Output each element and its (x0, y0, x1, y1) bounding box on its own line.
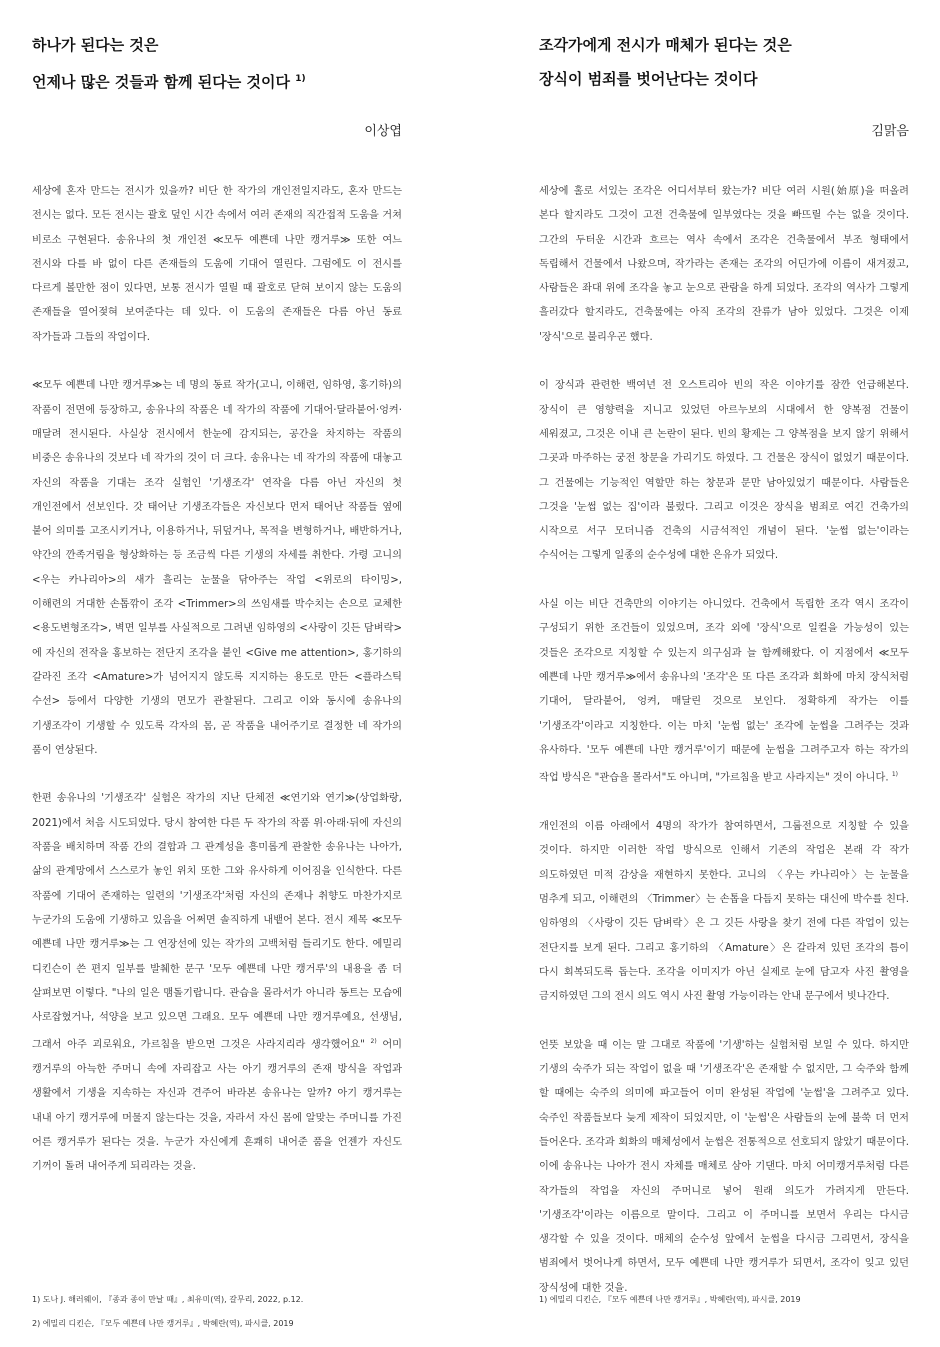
left-paragraph-3-text: 한편 송유나의 '기생조각' 실험은 작가의 지난 단체전 ≪연기와 연기≫(상업화랑, 2021)에서 처음 시도되었다. 당시 참여한 다른 두 작가의 작품 위·아래·뒤에 자신의 작품을 배치하며 작품 간의 결합과 그 관계성을 흥미롭게 관찰한 송유나는 나아가, 삶의 관계망에서 스스로가 놓인 위치 또한 그와 유사하게 이어짐을 인식한다. 다른 작품에 기대어 존재하는 일련의 '기생조각'처럼 자신의 존재나 취향도 마찬가지로 누군가의 도움에 기생하고 있음을 어쩌면 솔직하게 내뱉어 본다. 전시 제목 ≪모두 예쁜데 나만 캥거루≫는 그 연장선에 있는 작가의 고백처럼 들리기도 한다. 에밀리 디킨슨이 쓴 편지 일부를 발췌한 문구 '모두 예쁜데 나만 캥거루'의 내용을 좀 더 살펴보면 이렇다. "나의 일은 맴돌기랍니다. 관습을 몰라서가 아니라 동트는 모습에 사로잡혔거나, 석양을 보고 있으면 그래요. 모두 예쁜데 나만 캥거루예요, 선생님, 그래서 아주 괴로워요, 가르침을 받으면 그것은 사라지리라 생각했어요" (32, 793, 402, 1051)
left-title-line1: 하나가 된다는 것은 (32, 36, 159, 54)
left-author: 이상엽 (364, 124, 402, 139)
right-paragraph-3 (539, 593, 909, 791)
right-paragraph-3-text: 사실 이는 비단 건축만의 이야기는 아니었다. 건축에서 독립한 조각 역시 조각이 구성되기 위한 조건들이 있었으며, 조각 외에 '장식'으로 일컬을 가능성이 있는 것들은 조각으로 지칭할 수 있는지 의구심과 늘 함께해왔다. 이 지점에서 ≪모두 예쁜데 나만 캥거루≫에서 송유나의 '조각'은 또 다른 조각과 회화에 마치 장식처럼 기대어, 달라붙어, 엉켜, 매달린 것으로 보인다. 정확하게 작가는 이를 '기생조각'이라고 지칭한다. 이는 마치 '눈썹 없는' 조각에 눈썹을 그려주는 것과 유사하다. '모두 예쁜데 나만 캥거루'이기 때문에 눈썹을 그려주고자 하는 작가의 작업 방식은 "관습을 몰라서"도 아니며, "가르침을 받고 사라지는" 것이 아니다. (539, 599, 909, 784)
right-body (539, 180, 909, 1325)
right-paragraph-4: 개인전의 이름 아래에서 4명의 작가가 참여하면서, 그룹전으로 지칭할 수 있을 것이다. 하지만 이러한 작업 방식으로 인해서 기존의 작업은 본래 각 작가 의도하였던 미적 감상을 재현하지 못한다. 고니의 〈우는 카나리아〉는 눈물을 멈추게 되고, 이해련의 〈Trimmer〉는 손톱을 다듬지 못하는 대신에 박수를 친다. 임하영의 〈사랑이 깃든 담벼락〉은 그 깃든 사랑을 찾기 전에 다른 작업이 있는 전단지를 보게 된다. 그리고 홍기하의 〈Amature〉은 갈라져 있던 조각의 틈이 다시 회복되도록 돕는다. 조각을 이미지가 아닌 실제로 눈에 담고자 사진 촬영을 금지하였던 그의 전시 의도 역시 사진 촬영 가능이라는 안내 문구에서 빗나간다. (539, 821, 909, 1003)
left-paragraph-3-tail: 어미 캥거루의 아늑한 주머니 속에 자리잡고 사는 아기 캥거루의 존재 방식을 작업과 생활에서 기생을 지속하는 자신과 견주어 바라본 송유나는 알까? 아기 캥거루는 내내 아기 캥거루에 머물지 않는다는 것을, 자라서 자신 몸에 알맞는 주머니를 가진 어른 캥거루가 된다는 것을. 누군가 자신에게 흔쾌히 내어준 품을 언젠가 자신도 기꺼이 돌려 내어주게 되리라는 것을. (32, 1039, 403, 1173)
left-paragraph-3-footnote-ref: 2) (370, 1038, 377, 1046)
right-title-line1: 조각가에게 전시가 매체가 된다는 것은 (539, 36, 792, 54)
right-title-line2: 장식이 범죄를 벗어난다는 것이다 (539, 70, 758, 88)
right-title (539, 28, 909, 96)
right-author: 김맑음 (871, 124, 909, 139)
left-column (32, 0, 402, 1347)
left-title (32, 28, 402, 99)
left-paragraph-2: ≪모두 예쁜데 나만 캥거루≫는 네 명의 동료 작가(고니, 이해련, 임하영, 홍기하)의 작품이 전면에 등장하고, 송유나의 작품은 네 작가의 작품에 기대어·달라붙어·엉켜·매달려 전시된다. 사실상 전시에서 한눈에 감지되는, 공간을 차지하는 작품의 비중은 송유나의 것보다 네 작가의 것이 더 크다. 송유나는 네 작가의 작품에 대놓고 자신의 작품을 기대는 조각 실험인 '기생조각' 연작을 다름 아닌 자신의 첫 개인전에서 선보인다. 갓 태어난 기생조각들은 자신보다 먼저 태어난 작품들 옆에 붙어 의미를 고조시키거나, 이용하거나, 뒤덮거나, 목적을 변형하거나, 배반하거나, 약간의 깐족거림을 형상화하는 등 조금씩 다른 기생의 자세를 취한다. 가령 고니의 <우는 카나리아>의 새가 흘리는 눈물을 닦아주는 작업 <위로의 타이밍>, 이해련의 거대한 손톱깎이 조각 <Trimmer>의 쓰임새를 박수치는 손으로 교체한 <용도변형조각>, 벽면 일부를 사실적으로 그려낸 임하영의 <사랑이 깃든 담벼락>에 자신의 전작을 홍보하는 전단지 조각을 붙인 <Give me attention>, 홍기하의 갈라진 조각 <Amature>가 넘어지지 않도록 지지하는 용도로 만든 <플라스틱 수선> 등에서 다양한 기생의 면모가 관찰된다. 그리고 이와 동시에 송유나의 기생조각이 기생할 수 있도록 각자의 몸, 곧 작품을 내어주기로 결정한 네 작가의 품이 연상된다. (32, 380, 402, 756)
right-paragraph-1: 세상에 홀로 서있는 조각은 어디서부터 왔는가? 비단 여러 시원(始原)을 떠올려 본다 할지라도 그것이 고전 건축물에 일부였다는 것을 빠뜨릴 수는 없을 것이다. 그간의 두터운 시간과 흐르는 역사 속에서 조각은 건축물에서 부조 형태에서 독립해서 건물에서 나왔으며, 작가라는 존재는 조각의 어딘가에 이름이 새겨졌고, 사람들은 좌대 위에 조각을 놓고 눈으로 관람을 하게 되었다. 조각의 역사가 그렇게 흘러갔다 할지라도, 건축물에는 아직 조각의 잔류가 남아 있었다. 그것은 이제 '장식'으로 불리우곤 했다. (539, 186, 909, 343)
left-footnote-2: 2) 에밀리 디킨슨, 『모두 예쁜데 나만 캥거루』, 박혜란(역), 파시클, 2019 (32, 1319, 294, 1328)
left-footnotes (32, 1288, 402, 1336)
right-footnote-1: 1) 에밀리 디킨슨, 『모두 예쁜데 나만 캥거루』, 박혜란(역), 파시클, 2019 (539, 1295, 801, 1304)
right-paragraph-3-footnote-ref: 1) (891, 771, 899, 779)
right-paragraph-5: 언뜻 보았을 때 이는 말 그대로 작품에 '기생'하는 실험처럼 보일 수 있다. 하지만 기생의 숙주가 되는 작업이 없을 때 '기생조각'은 존재할 수 없지만, 그 숙주와 함께 할 때에는 숙주의 의미에 파고들어 이미 완성된 작업에 '눈썹'을 그려주고 있다. 숙주인 작품들보다 늦게 제작이 되었지만, 이 '눈썹'은 사람들의 눈에 불쑥 더 먼저 들어온다. 조각과 회화의 매체성에서 눈썹은 전통적으로 선호되지 않았기 때문이다. 이에 송유나는 나아가 전시 자체를 매체로 삼아 기댄다. 마치 어미캥거루처럼 다른 작가들의 작업을 자신의 주머니로 넣어 원래 의도가 가려지게 만든다. '기생조각'이라는 이름으로 말이다. 그리고 이 주머니를 보면서 우리는 다시금 생각할 수 있을 것이다. 매체의 순수성 앞에서 눈썹을 다시금 그리면서, 장식을 범죄에서 벗어나게 하면서, 모두 예쁜데 나만 캥거루가 되면서, 조각이 잊고 있던 장식성에 대한 것을. (539, 1039, 909, 1294)
right-footnotes (539, 1288, 909, 1312)
left-title-footnote-ref: 1) (295, 74, 306, 84)
left-paragraph-3 (32, 787, 402, 1179)
right-column (539, 0, 909, 1347)
right-paragraph-2: 이 장식과 관련한 백여년 전 오스트리아 빈의 작은 이야기를 잠깐 언급해본다. 장식이 큰 영향력을 지니고 있었던 아르누보의 시대에서 한 양복점 건물이 세워졌고, 그것은 이내 큰 논란이 된다. 빈의 황제는 그 양복점을 보지 않기 위해서 그곳과 마주하는 궁전 창문을 가리기도 하였다. 그 건물은 장식이 없었기 때문이다. 그 건물에는 기능적인 역할만 하는 창문과 문만 남아있었기 때문이다. 사람들은 그것을 '눈썹 없는 집'이라 불렀다. 그리고 이것은 장식을 범죄로 여긴 건축가의 시작으로 서구 모더니즘 건축의 시금석적인 개념이 된다. '눈썹 없는'이라는 수식어는 그렇게 일종의 순수성에 대한 은유가 되었다. (539, 380, 909, 562)
left-footnote-1: 1) 도나 J. 해러웨이, 『종과 종이 만날 때』, 최유미(역), 갈무리, 2022, p.12. (32, 1295, 304, 1304)
left-title-line2-text: 언제나 많은 것들과 함께 된다는 것이다 (32, 73, 290, 91)
left-paragraph-1: 세상에 혼자 만드는 전시가 있을까? 비단 한 작가의 개인전일지라도, 혼자 만드는 전시는 없다. 모든 전시는 괄호 덮인 시간 속에서 여러 존재의 직간접적 도움을 거쳐 비로소 구현된다. 송유나의 첫 개인전 ≪모두 예쁜데 나만 캥거루≫ 또한 여느 전시와 다를 바 없이 다른 존재들의 도움에 기대어 열린다. 그럼에도 이 전시를 다르게 볼만한 점이 있다면, 보통 전시가 열릴 때 괄호로 닫혀 보이지 않는 도움의 존재들을 열어젖혀 보여준다는 데 있다. 이 도움의 존재들은 다름 아닌 동료 작가들과 그들의 작업이다. (32, 186, 402, 343)
left-title-line2 (32, 62, 402, 99)
left-body (32, 180, 402, 1204)
